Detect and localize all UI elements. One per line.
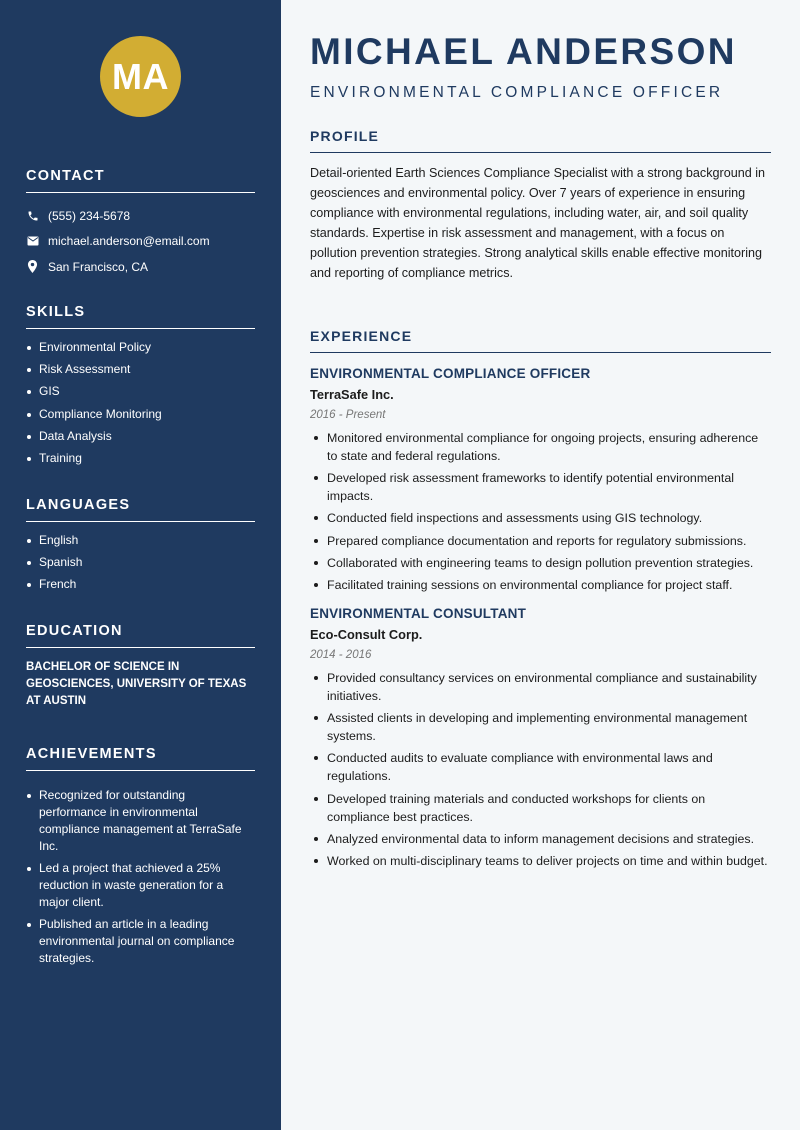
job-bullet: Provided consultancy services on environmental compliance and sustainability initiatives. (310, 669, 771, 705)
job-company: Eco-Consult Corp. (310, 626, 423, 642)
achievements-section (26, 746, 255, 972)
skill-item: GIS (26, 383, 255, 400)
location-pin-icon (26, 260, 39, 273)
skills-list (26, 339, 255, 467)
job-bullet: Developed training materials and conducted workshops for clients on compliance best practices. (310, 790, 771, 826)
job-bullet: Conducted audits to evaluate compliance with environmental laws and regulations. (310, 749, 771, 785)
job-bullets (310, 669, 771, 870)
skill-item: Training (26, 450, 255, 467)
contact-list (26, 203, 255, 280)
job-bullet: Collaborated with engineering teams to design pollution prevention strategies. (310, 554, 771, 572)
experience-section (310, 328, 771, 874)
candidate-name: MICHAEL ANDERSON (310, 31, 737, 72)
contact-email (26, 229, 255, 255)
languages-heading: LANGUAGES (26, 497, 255, 522)
job-title: ENVIRONMENTAL COMPLIANCE OFFICER (310, 366, 591, 381)
experience-heading: EXPERIENCE (310, 328, 771, 353)
phone-icon (26, 209, 39, 222)
achievement-item: Published an article in a leading environmental journal on compliance strategies. (26, 916, 255, 967)
job-title: ENVIRONMENTAL CONSULTANT (310, 605, 527, 621)
language-item: French (26, 576, 255, 593)
job-entry (310, 606, 771, 870)
email-text: michael.anderson@email.com (48, 234, 210, 249)
job-bullet: Conducted field inspections and assessments using GIS technology. (310, 509, 771, 527)
job-dates: 2016 - Present (310, 409, 386, 421)
education-degree: BACHELOR OF SCIENCE IN GEOSCIENCES, UNIVERSITY OF TEXAS AT AUSTIN (26, 661, 247, 707)
achievement-item: Recognized for outstanding performance in environmental compliance management at TerraSafe Inc. (26, 787, 255, 855)
achievement-item: Led a project that achieved a 25% reduction in waste generation for a major client. (26, 860, 255, 911)
language-item: English (26, 532, 255, 549)
avatar-initials: MA (112, 55, 169, 97)
skill-item: Risk Assessment (26, 361, 255, 378)
languages-list (26, 532, 255, 593)
job-bullet: Prepared compliance documentation and reports for regulatory submissions. (310, 532, 771, 550)
language-item: Spanish (26, 554, 255, 571)
job-bullet: Facilitated training sessions on environmental compliance for project staff. (310, 576, 771, 594)
education-heading: EDUCATION (26, 623, 255, 648)
achievements-heading: ACHIEVEMENTS (26, 746, 255, 771)
job-company: TerraSafe Inc. (310, 387, 394, 402)
candidate-title: ENVIRONMENTAL COMPLIANCE OFFICER (310, 84, 724, 101)
job-bullets (310, 429, 771, 594)
skills-heading: SKILLS (26, 304, 255, 329)
languages-section (26, 497, 255, 599)
profile-heading: PROFILE (310, 128, 771, 153)
skill-item: Compliance Monitoring (26, 406, 255, 423)
job-bullet: Assisted clients in developing and implementing environmental management systems. (310, 709, 771, 745)
education-section (26, 623, 255, 710)
contact-section (26, 168, 255, 280)
contact-location (26, 254, 255, 280)
job-bullet: Developed risk assessment frameworks to identify potential environmental impacts. (310, 469, 771, 505)
skill-item: Environmental Policy (26, 339, 255, 356)
profile-text: Detail-oriented Earth Sciences Compliance Specialist with a strong background in geosciences and environmental policy. Over 7 years of experience in ensuring compliance with environmental regulations, including water, air, and soil quality standards. Expertise in risk assessment and management, with a focus on pollution prevention strategies. Strong analytical skills enable effective monitoring and reporting of compliance metrics. (310, 166, 766, 280)
skill-item: Data Analysis (26, 428, 255, 445)
location-text: San Francisco, CA (48, 259, 149, 274)
profile-section (310, 128, 771, 283)
avatar (100, 36, 181, 117)
job-bullet: Worked on multi-disciplinary teams to deliver projects on time and within budget. (310, 852, 771, 870)
job-bullet: Monitored environmental compliance for ongoing projects, ensuring adherence to state and federal regulations. (310, 429, 771, 465)
email-icon (26, 235, 39, 248)
contact-heading: CONTACT (26, 168, 255, 193)
sidebar (0, 0, 281, 1130)
job-bullet: Analyzed environmental data to inform management decisions and strategies. (310, 830, 771, 848)
achievements-list (26, 787, 255, 967)
phone-text: (555) 234-5678 (48, 208, 131, 223)
skills-section (26, 304, 255, 472)
job-dates: 2014 - 2016 (310, 648, 372, 661)
job-entry (310, 366, 771, 594)
contact-phone (26, 203, 255, 229)
